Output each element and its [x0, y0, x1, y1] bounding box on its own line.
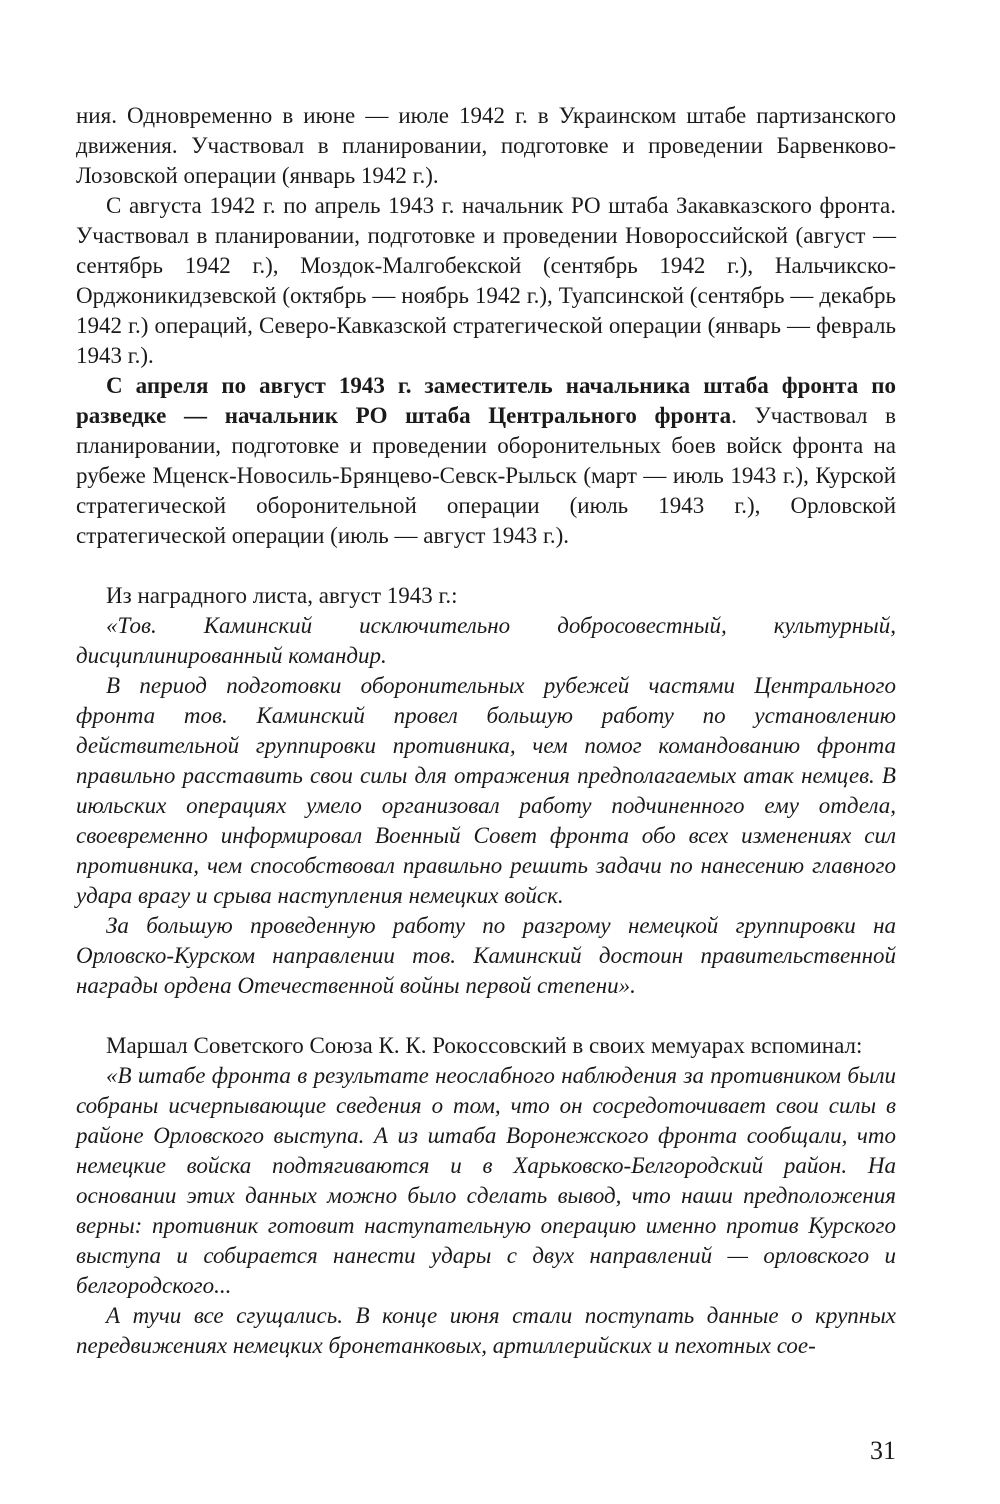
memoir-quote-2: А тучи все сгущались. В конце июня стали поступать данные о крупных передвижениях немецких бронетанковых, артиллерийских и пехотных сое- [76, 1303, 896, 1358]
memoir-quote-1: «В штабе фронта в результате неослабного наблюдения за противником были собраны исчерпывающие сведения о том, что он сосредоточивает свои силы в районе Орловского выступа. А из штаба Воронежского фронта сообщали, что немецкие войска подтягиваются и в Харьковско-Белгородский район. На основании этих данных можно было сделать вывод, что наши предположения верны: противник готовит наступательную операцию именно против Курского выступа и собирается нанести удары с двух направлений — орловского и белгородского... [76, 1063, 896, 1298]
award-sheet-quote-3: За большую проведенную работу по разгрому немецкой группировки на Орловско-Курском направлении тов. Каминский достоин правительственной награды ордена Отечественной войны первой степени». [76, 913, 896, 998]
section-gap [76, 551, 896, 581]
paragraph-3 [76, 371, 896, 551]
page-body [76, 101, 896, 1361]
page-number: 31 [870, 1436, 896, 1465]
paragraph-3-text: . Участвовал в планировании, подготовке и проведении оборонительных боев войск фронта на рубеже Мценск-Новосиль-Брянцево-Севск-Рыльск (март — июль 1943 г.), Курской стратегической оборонительной операции (июль 1943 г.), Орловской стратегической операции (июль — август 1943 г.). [76, 403, 896, 548]
paragraph-2: С августа 1942 г. по апрель 1943 г. начальник РО штаба Закавказского фронта. Участвовал в планировании, подготовке и проведении Новороссийской (август — сентябрь 1942 г.), Моздок-Малгобекской (сентябрь 1942 г.), Нальчикско-Орджоникидзевской (октябрь — ноябрь 1942 г.), Туапсинской (сентябрь — декабрь 1942 г.) операций, Северо-Кавказской стратегической операции (январь — февраль 1943 г.). [76, 193, 896, 368]
award-sheet-quote-1: «Тов. Каминский исключительно добросовестный, культурный, дисциплинированный командир. [76, 613, 896, 668]
award-sheet-intro: Из наградного листа, август 1943 г.: [106, 583, 458, 608]
award-sheet-quote-2: В период подготовки оборонительных рубежей частями Центрального фронта тов. Каминский провел большую работу по установлению действительной группировки противника, чем помог командованию фронта правильно расставить свои силы для отражения предполагаемых атак немцев. В июльских операциях умело организовал работу подчиненного ему отдела, своевременно информировал Военный Совет фронта обо всех изменениях сил противника, чем способствовал правильно решить задачи по нанесению главного удара врагу и срыва наступления немецких войск. [76, 673, 896, 908]
paragraph-1: ния. Одновременно в июне — июле 1942 г. в Украинском штабе партизанского движения. Участвовал в планировании, подготовке и проведении Барвенково-Лозовской операции (январь 1942 г.). [76, 103, 896, 188]
paragraph-3-bold-lead: С апреля по август 1943 г. заместитель начальника штаба фронта по разведке — начальник РО штаба Центрального фронта [76, 373, 896, 428]
memoir-intro: Маршал Советского Союза К. К. Рокоссовский в своих мемуарах вспоминал: [106, 1033, 863, 1058]
section-gap [76, 1001, 896, 1031]
